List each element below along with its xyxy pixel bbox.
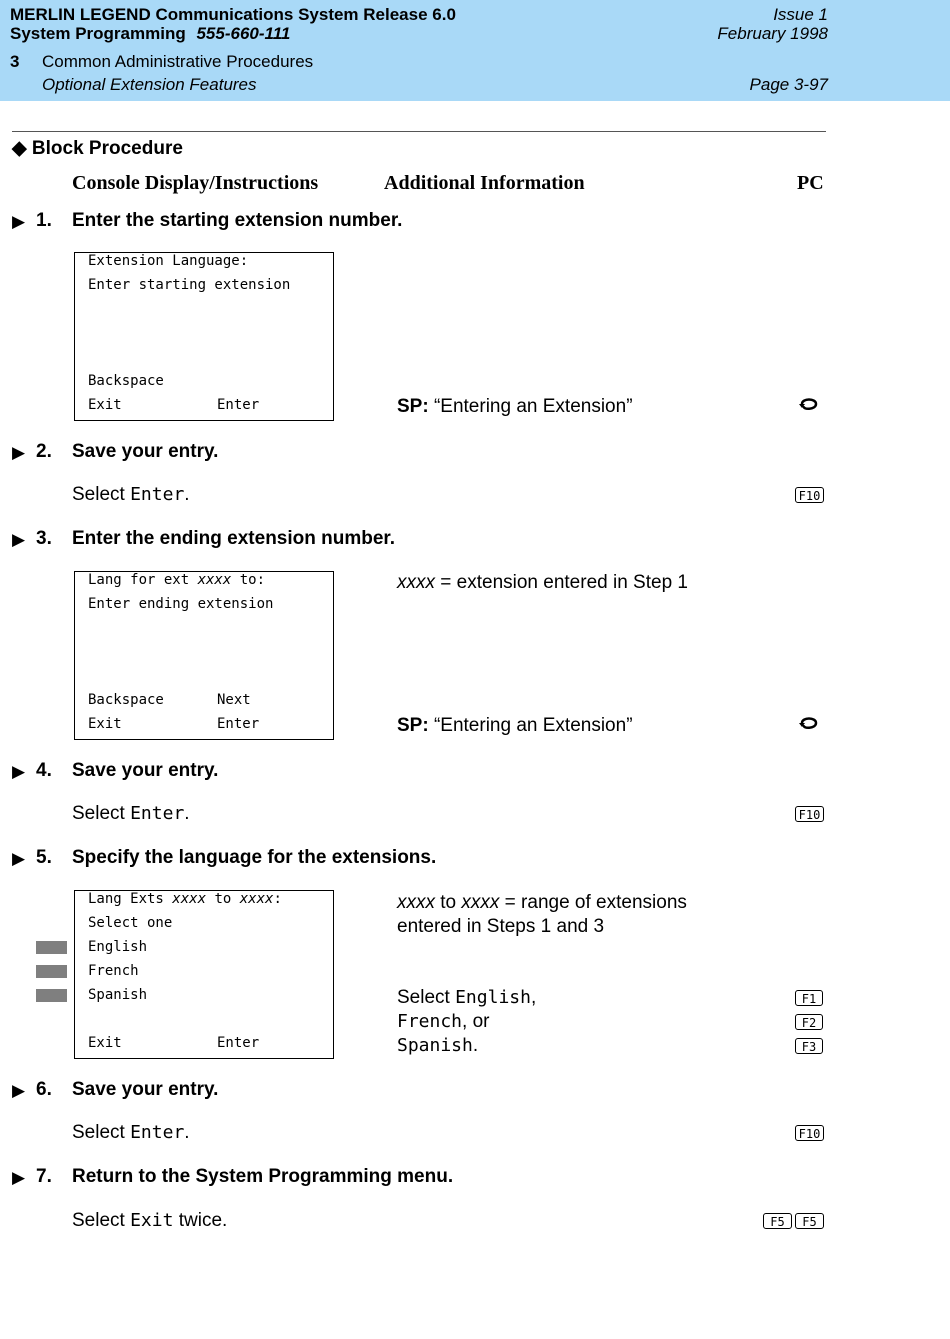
step-text: Save your entry. bbox=[72, 441, 219, 462]
step-text: Save your entry. bbox=[72, 1079, 219, 1100]
sp-label: SP: bbox=[397, 715, 429, 736]
placeholder-xxxx: xxxx bbox=[461, 892, 500, 913]
sp-text: “Entering an Extension” bbox=[428, 715, 633, 736]
diamond-icon: ◆ bbox=[12, 138, 27, 159]
step-number: 6. bbox=[36, 1079, 52, 1100]
screen-text: Lang Exts bbox=[88, 891, 173, 907]
step-number: 7. bbox=[36, 1166, 52, 1187]
step-text: Save your entry. bbox=[72, 760, 219, 781]
step-number: 4. bbox=[36, 760, 52, 781]
screen-text: to: bbox=[231, 572, 266, 588]
screen-text: Lang for ext bbox=[88, 572, 198, 588]
step-marker-icon: ▶ bbox=[12, 849, 26, 868]
exit-option: Exit bbox=[130, 1210, 174, 1231]
spanish-text: Spanish bbox=[397, 1035, 473, 1056]
step-2-instruction bbox=[72, 484, 190, 506]
placeholder-xxxx: xxxx bbox=[397, 892, 435, 913]
french-option[interactable]: French bbox=[88, 963, 139, 979]
note-text: to bbox=[435, 892, 462, 913]
select-text: Select bbox=[72, 1122, 131, 1143]
step-marker-icon: ▶ bbox=[12, 443, 26, 462]
screen-line bbox=[88, 891, 282, 907]
comma: , bbox=[530, 987, 537, 1008]
exit-softkey[interactable]: Exit bbox=[88, 1035, 122, 1051]
backspace-softkey[interactable]: Backspace bbox=[88, 373, 164, 389]
note-text: entered in Steps 1 and 3 bbox=[397, 916, 605, 937]
section-heading-text: Block Procedure bbox=[31, 138, 183, 159]
step-text: Enter the starting extension number. bbox=[72, 210, 403, 231]
step-7-instruction bbox=[72, 1210, 227, 1232]
exit-softkey[interactable]: Exit bbox=[88, 397, 122, 413]
step-number: 5. bbox=[36, 847, 52, 868]
step-6-instruction bbox=[72, 1122, 190, 1144]
english-option[interactable]: English bbox=[88, 939, 148, 955]
select-text: Select bbox=[72, 803, 131, 824]
or-text: , or bbox=[462, 1011, 490, 1032]
step-5-note bbox=[397, 891, 687, 939]
f5-key[interactable]: F5 bbox=[763, 1213, 792, 1229]
section-title: Optional Extension Features bbox=[42, 75, 257, 94]
f2-key[interactable]: F2 bbox=[795, 1014, 823, 1030]
screen-line: Select one bbox=[88, 915, 173, 931]
step-text: Specify the language for the extensions. bbox=[72, 847, 437, 868]
enter-option: Enter bbox=[130, 484, 185, 505]
step-number: 1. bbox=[36, 210, 52, 231]
period: . bbox=[472, 1035, 479, 1056]
console-screen-5 bbox=[74, 890, 334, 1059]
spanish-option[interactable]: Spanish bbox=[88, 987, 148, 1003]
f1-key[interactable]: F1 bbox=[795, 990, 823, 1006]
f10-key[interactable]: F10 bbox=[795, 806, 824, 822]
step-marker-icon: ▶ bbox=[12, 530, 26, 549]
issue: Issue 1 bbox=[773, 5, 828, 24]
step-marker-icon: ▶ bbox=[12, 212, 26, 231]
chapter-title: Common Administrative Procedures bbox=[42, 52, 314, 71]
softkey-english[interactable] bbox=[36, 941, 67, 954]
step-marker-icon: ▶ bbox=[12, 1168, 26, 1187]
top-rule bbox=[12, 131, 826, 132]
screen-placeholder: xxxx bbox=[197, 572, 232, 588]
step-4-instruction bbox=[72, 803, 190, 825]
chapter-number: 3 bbox=[10, 52, 20, 71]
page-header bbox=[0, 0, 950, 101]
doc-subtitle bbox=[10, 24, 290, 44]
step-text: Return to the System Programming menu. bbox=[72, 1166, 454, 1187]
softkey-french[interactable] bbox=[36, 965, 67, 978]
placeholder-xxxx: xxxx bbox=[397, 572, 435, 593]
page-number: Page 3-97 bbox=[749, 75, 828, 94]
screen-text: : bbox=[273, 891, 282, 907]
screen-line: Enter ending extension bbox=[88, 596, 274, 612]
enter-softkey[interactable]: Enter bbox=[217, 716, 260, 732]
sp-reference-3 bbox=[397, 715, 633, 737]
exit-softkey[interactable]: Exit bbox=[88, 716, 122, 732]
f10-key[interactable]: F10 bbox=[795, 487, 824, 503]
next-softkey[interactable]: Next bbox=[217, 692, 251, 708]
doc-number: 555-660-111 bbox=[196, 24, 291, 43]
subtitle-prefix: System Programming bbox=[10, 24, 186, 43]
f3-key[interactable]: F3 bbox=[795, 1038, 823, 1054]
screen-text: to bbox=[206, 891, 240, 907]
doc-title: MERLIN LEGEND Communications System Release 6.0 bbox=[10, 5, 456, 24]
screen-line bbox=[88, 572, 265, 588]
enter-option: Enter bbox=[130, 1122, 185, 1143]
step-number: 2. bbox=[36, 441, 52, 462]
note-text: = extension entered in Step 1 bbox=[435, 572, 688, 593]
enter-softkey[interactable]: Enter bbox=[217, 397, 260, 413]
console-screen-3 bbox=[74, 571, 334, 740]
select-text: Select bbox=[72, 484, 131, 505]
select-text: Select bbox=[72, 1210, 131, 1231]
column-pc: PC bbox=[797, 172, 824, 194]
console-screen-1 bbox=[74, 252, 334, 421]
enter-softkey[interactable]: Enter bbox=[217, 1035, 260, 1051]
softkey-spanish[interactable] bbox=[36, 989, 67, 1002]
return-arrow-icon bbox=[798, 394, 820, 414]
step-5-instruction bbox=[397, 986, 536, 1058]
section-heading bbox=[12, 137, 183, 160]
french-text: French bbox=[397, 1011, 463, 1032]
period: . bbox=[184, 1122, 190, 1143]
english-text: English bbox=[455, 987, 531, 1008]
backspace-softkey[interactable]: Backspace bbox=[88, 692, 164, 708]
screen-placeholder: xxxx bbox=[239, 891, 274, 907]
enter-option: Enter bbox=[130, 803, 185, 824]
return-arrow-icon bbox=[798, 713, 820, 733]
note-text: = range of extensions bbox=[499, 892, 687, 913]
step-marker-icon: ▶ bbox=[12, 762, 26, 781]
step-marker-icon: ▶ bbox=[12, 1081, 26, 1100]
f10-key[interactable]: F10 bbox=[795, 1125, 824, 1141]
period: . bbox=[184, 484, 190, 505]
twice-text: twice. bbox=[173, 1210, 228, 1231]
column-console: Console Display/Instructions bbox=[72, 172, 319, 194]
period: . bbox=[184, 803, 190, 824]
select-text: Select bbox=[397, 987, 456, 1008]
sp-reference-1 bbox=[397, 396, 633, 418]
step-3-note bbox=[397, 572, 688, 594]
column-additional: Additional Information bbox=[384, 172, 585, 194]
screen-line: Extension Language: bbox=[88, 253, 249, 269]
sp-label: SP: bbox=[397, 396, 429, 417]
step-text: Enter the ending extension number. bbox=[72, 528, 396, 549]
screen-line: Enter starting extension bbox=[88, 277, 291, 293]
screen-placeholder: xxxx bbox=[172, 891, 207, 907]
issue-date: February 1998 bbox=[717, 24, 828, 43]
f5-key[interactable]: F5 bbox=[795, 1213, 824, 1229]
step-number: 3. bbox=[36, 528, 52, 549]
sp-text: “Entering an Extension” bbox=[428, 396, 633, 417]
